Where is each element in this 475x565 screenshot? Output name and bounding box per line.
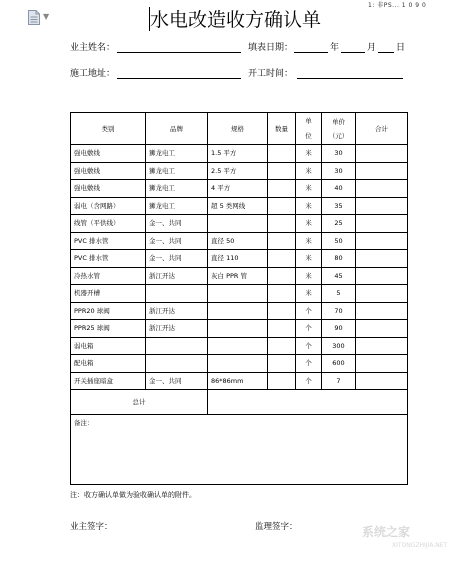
month-label: 月 [367,43,377,53]
cell-brand: 狮龙电工 [146,145,208,163]
day-field[interactable] [378,52,394,53]
cell-spec: 1.5 平方 [208,145,268,163]
cell-quantity [268,232,296,250]
cell-total [356,302,408,320]
header-unit [296,113,322,145]
cell-price: 5 [322,285,356,303]
total-label: 总计 [71,390,208,415]
cell-spec: 直径 50 [208,232,268,250]
cell-brand [146,337,208,355]
cell-total [356,215,408,233]
table-row [71,197,408,215]
cell-total [356,285,408,303]
footnote: 注：收方确认单做为验收确认单的附件。 [70,491,196,499]
cell-brand [146,285,208,303]
cell-brand: 浙江开达 [146,320,208,338]
header-unit-line: 单 [305,117,312,125]
cell-total [356,320,408,338]
header-brand: 品牌 [146,113,208,145]
cell-total [356,145,408,163]
header-price-line: （元） [328,131,349,140]
material-table [70,112,408,485]
cell-category: 线管（平供线） [71,215,146,233]
cell-brand: 狮龙电工 [146,197,208,215]
cell-spec: 2.5 平方 [208,162,268,180]
total-value [208,390,408,415]
table-header-row [71,113,408,145]
cell-category: 冷热水管 [71,267,146,285]
table-row [71,302,408,320]
cell-category: 开关插座暗盒 [71,372,146,390]
cell-unit: 米 [296,145,322,163]
cell-unit: 个 [296,302,322,320]
cell-spec: 86*86mm [208,372,268,390]
cell-unit: 米 [296,215,322,233]
day-label: 日 [396,43,406,53]
table-row [71,372,408,390]
cell-total [356,355,408,373]
cell-unit: 米 [296,232,322,250]
cell-unit: 米 [296,162,322,180]
cell-total [356,232,408,250]
cell-category: 强电敷线 [71,162,146,180]
cell-total [356,372,408,390]
fill-date-label: 填表日期： [248,43,294,53]
cell-price: 30 [322,145,356,163]
header-total: 合计 [356,113,408,145]
cell-category: 强电敷线 [71,145,146,163]
owner-name-label: 业主姓名： [70,43,116,53]
cell-price: 40 [322,180,356,198]
year-label: 年 [330,43,340,53]
cell-quantity [268,320,296,338]
cell-unit: 个 [296,337,322,355]
cell-quantity [268,250,296,268]
cell-category: PPR20 球阀 [71,302,146,320]
remarks-row [71,415,408,485]
header-unit-line: 位 [305,132,312,140]
cell-quantity [268,162,296,180]
table-row [71,215,408,233]
cell-price: 35 [322,197,356,215]
cell-spec: 超 5 类网线 [208,197,268,215]
year-field[interactable] [294,52,328,53]
cell-category: 弱电箱 [71,337,146,355]
header-price [322,113,356,145]
cell-quantity [268,337,296,355]
cell-price: 30 [322,162,356,180]
cell-price: 600 [322,355,356,373]
cell-brand: 金一、共同 [146,250,208,268]
table-row [71,355,408,373]
cell-quantity [268,372,296,390]
total-row [71,390,408,415]
cell-spec [208,285,268,303]
owner-signature-label: 业主签字： [70,522,113,532]
table-row [71,320,408,338]
cell-quantity [268,267,296,285]
watermark-url: XITONGZHIJIA.NET [392,542,448,549]
cell-total [356,267,408,285]
table-row [71,267,408,285]
cell-price: 80 [322,250,356,268]
start-time-field[interactable] [297,78,403,79]
supervisor-signature-label: 监理签字： [255,522,298,532]
address-field[interactable] [117,78,241,79]
header-price-line: 单价 [332,117,345,126]
top-right-text: 1: 非PS... 1 0 9 0 [368,2,427,9]
cell-total [356,180,408,198]
cell-price: 45 [322,267,356,285]
table-row [71,162,408,180]
start-time-label: 开工时间： [248,69,294,79]
watermark-logo: 系统之家 [362,525,411,539]
cell-price: 70 [322,302,356,320]
cell-price: 90 [322,320,356,338]
header-spec: 规格 [208,113,268,145]
cell-quantity [268,215,296,233]
cell-unit: 米 [296,197,322,215]
cell-category: PVC 排水管 [71,250,146,268]
cell-quantity [268,302,296,320]
cell-brand [146,355,208,373]
cell-category: 弱电（含网路） [71,197,146,215]
cell-spec [208,215,268,233]
cell-brand: 金一、共同 [146,232,208,250]
table-row [71,145,408,163]
chevron-down-icon[interactable]: ▼ [43,12,50,21]
cell-brand: 金一、共同 [146,215,208,233]
cell-brand: 狮龙电工 [146,180,208,198]
owner-name-field[interactable] [117,52,241,53]
month-field[interactable] [341,52,365,53]
cell-price: 50 [322,232,356,250]
cell-spec: 4 平方 [208,180,268,198]
cell-quantity [268,197,296,215]
remarks-cell: 备注： [71,415,408,485]
cell-unit: 米 [296,267,322,285]
header-quantity: 数量 [268,113,296,145]
table-row [71,337,408,355]
cell-price: 25 [322,215,356,233]
cell-quantity [268,145,296,163]
cell-category: 机器开槽 [71,285,146,303]
cell-quantity [268,180,296,198]
cell-spec [208,302,268,320]
cell-brand: 金一、共同 [146,372,208,390]
cell-price: 7 [322,372,356,390]
cell-spec [208,320,268,338]
cell-category: 强电敷线 [71,180,146,198]
cell-spec [208,337,268,355]
header-category: 类别 [71,113,146,145]
cell-unit: 个 [296,320,322,338]
cell-total [356,197,408,215]
table-row [71,232,408,250]
cell-spec: 直径 110 [208,250,268,268]
cell-unit: 米 [296,180,322,198]
cell-category: PVC 排水管 [71,232,146,250]
cell-total [356,162,408,180]
table-row [71,250,408,268]
cell-brand: 狮龙电工 [146,162,208,180]
cell-total [356,250,408,268]
table-row [71,180,408,198]
cell-total [356,337,408,355]
cell-unit: 米 [296,285,322,303]
cell-category: PPR25 球阀 [71,320,146,338]
cell-category: 配电箱 [71,355,146,373]
cell-spec: 灰白 PPR 管 [208,267,268,285]
cell-unit: 米 [296,250,322,268]
document-icon[interactable] [28,10,40,25]
cell-unit: 个 [296,372,322,390]
address-label: 施工地址： [70,69,116,79]
cell-unit: 个 [296,355,322,373]
table-row [71,285,408,303]
document-title: 水电改造收方确认单 [150,9,322,31]
cell-price: 300 [322,337,356,355]
cell-brand: 浙江开达 [146,267,208,285]
cell-quantity [268,285,296,303]
cell-spec [208,355,268,373]
cell-quantity [268,355,296,373]
cell-brand: 浙江开达 [146,302,208,320]
